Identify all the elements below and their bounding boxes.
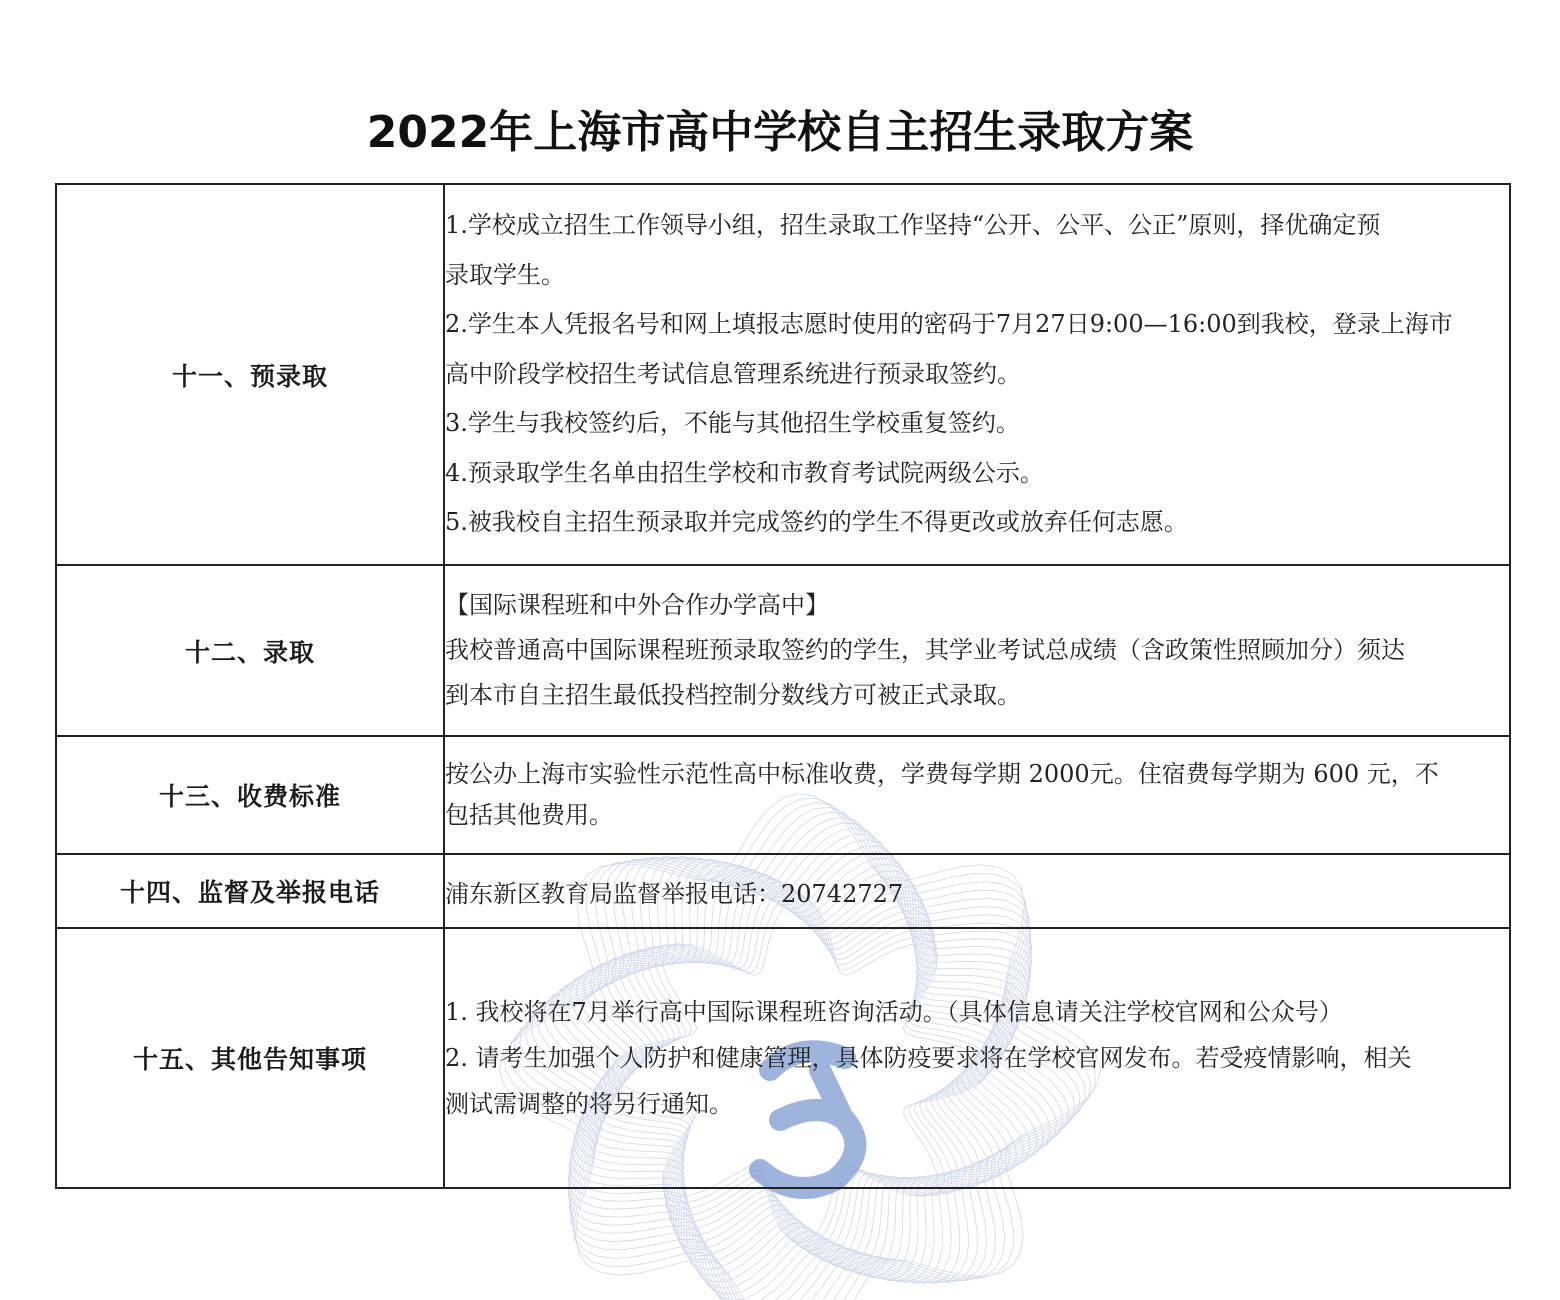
content-line: 按公办上海市实验性示范性高中标准收费，学费每学期 2000元。住宿费每学期为 600 元，不 <box>445 760 1439 788</box>
section-content <box>444 928 1510 1188</box>
content-line: 4.预录取学生名单由招生学校和市教育考试院两级公示。 <box>445 458 1044 487</box>
section-heading: 十一、预录取 <box>56 184 444 565</box>
table-row-supervision-hotline <box>56 854 1510 928</box>
content-line: 1.学校成立招生工作领导小组，招生录取工作坚持“公开、公平、公正”原则，择优确定预 <box>445 211 1381 240</box>
content-line: 到本市自主招生最低投档控制分数线方可被正式录取。 <box>445 681 1021 709</box>
content-line: 高中阶段学校招生考试信息管理系统进行预录取签约。 <box>445 359 1021 388</box>
section-heading: 十二、录取 <box>56 565 444 736</box>
table-row-pre-admission <box>56 184 1510 565</box>
content-line: 包括其他费用。 <box>445 801 613 829</box>
content-line: 1. 我校将在7月举行高中国际课程班咨询活动。（具体信息请关注学校官网和公众号） <box>445 998 1343 1026</box>
section-content <box>444 854 1510 928</box>
table-row-fees <box>56 736 1510 854</box>
admission-plan-table <box>55 183 1511 1189</box>
section-heading: 十三、收费标准 <box>56 736 444 854</box>
document-title: 2022年上海市高中学校自主招生录取方案 <box>366 107 1194 158</box>
section-content <box>444 736 1510 854</box>
content-line: 我校普通高中国际课程班预录取签约的学生，其学业考试总成绩（含政策性照顾加分）须达 <box>445 636 1405 664</box>
content-line: 测试需调整的将另行通知。 <box>445 1090 733 1118</box>
section-content <box>444 565 1510 736</box>
section-heading: 十五、其他告知事项 <box>56 928 444 1188</box>
content-line: 【国际课程班和中外合作办学高中】 <box>445 591 829 619</box>
table-row-admission <box>56 565 1510 736</box>
content-line: 2. 请考生加强个人防护和健康管理，具体防疫要求将在学校官网发布。若受疫情影响，相关 <box>445 1044 1412 1072</box>
content-line: 录取学生。 <box>445 260 565 289</box>
content-line: 浦东新区教育局监督举报电话：20742727 <box>445 879 904 908</box>
section-heading: 十四、监督及举报电话 <box>56 854 444 928</box>
content-line: 3.学生与我校签约后，不能与其他招生学校重复签约。 <box>445 409 1020 438</box>
section-content <box>444 184 1510 565</box>
table-row-other-notices <box>56 928 1510 1188</box>
content-line: 2.学生本人凭报名号和网上填报志愿时使用的密码于7月27日9:00—16:00到我校，登录上海市 <box>445 310 1453 339</box>
content-line: 5.被我校自主招生预录取并完成签约的学生不得更改或放弃任何志愿。 <box>445 508 1188 537</box>
